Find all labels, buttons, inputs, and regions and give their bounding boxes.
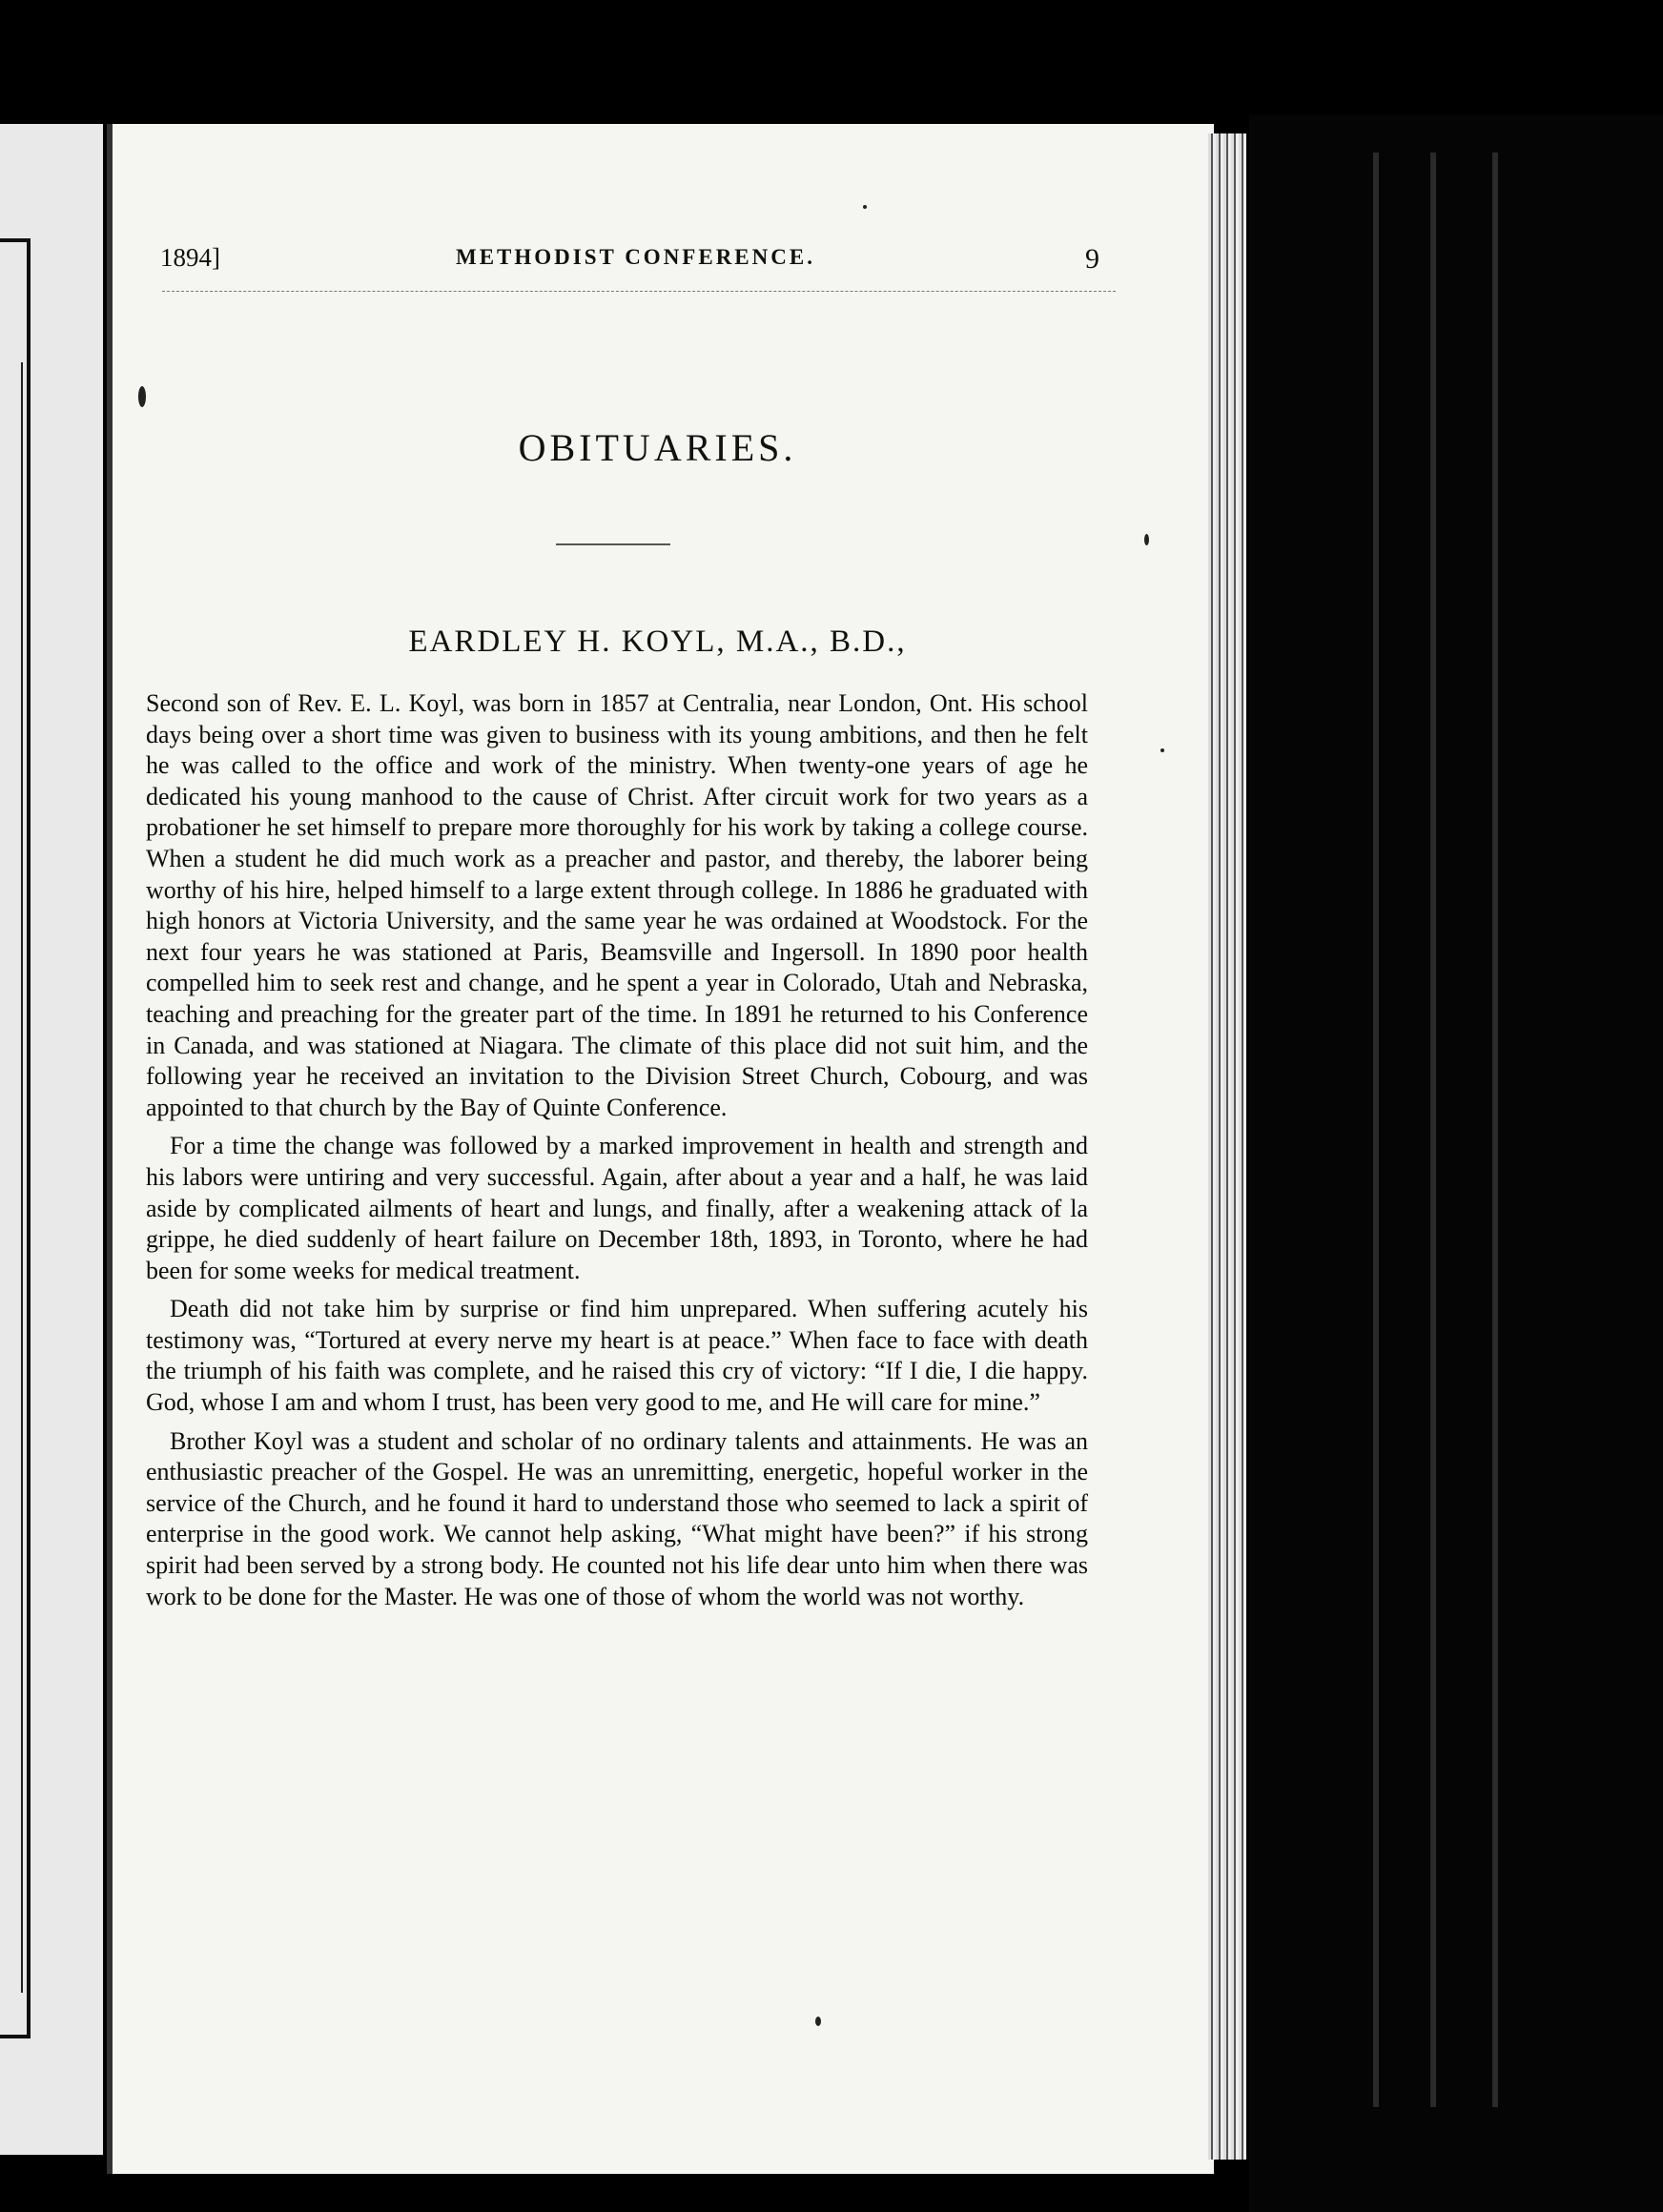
running-head (160, 243, 1099, 281)
facing-page-rule (0, 362, 23, 1993)
speck (863, 205, 867, 209)
page-number: 9 (1085, 243, 1099, 275)
facing-page-edge (0, 124, 103, 2155)
page-stack-edges (1208, 133, 1246, 2160)
obituary-body (146, 688, 1088, 1620)
speck (815, 2017, 821, 2026)
page-strip (1492, 153, 1498, 2107)
obituary-paragraph: Second son of Rev. E. L. Koyl, was born in 1857 at Centralia, near London, Ont. His school days being over a short time was given to business with its young ambitions, and then he felt he was called to the office and work of the ministry. When twenty-one years of age he dedicated his young manhood to the cause of Christ. After circuit work for two years as a probationer he set himself to prepare more thoroughly for his work by taking a college course. When a student he did much work as a preacher and pastor, and thereby, the laborer being worthy of his hire, helped himself to a large extent through college. In 1886 he graduated with high honors at Victoria University, and the same year he was ordained at Woodstock. For the next four years he was stationed at Paris, Beamsville and Ingersoll. In 1890 poor health compelled him to seek rest and change, and he spent a year in Colorado, Utah and Nebraska, teaching and preaching for the greater part of the time. In 1891 he returned to his Conference in Canada, and was stationed at Niagara. The climate of this place did not suit him, and the following year he received an invitation to the Division Street Church, Cobourg, and was appointed to that church by the Bay of Quinte Conference. (146, 689, 1088, 1121)
speck (1160, 748, 1164, 752)
section-divider (556, 543, 670, 545)
running-head-title: METHODIST CONFERENCE. (456, 245, 815, 269)
obituary-paragraph: For a time the change was followed by a marked improvement in health and strength and his labors were untiring and very successful. Again, after about a year and a half, he was laid aside by complicated ailments of heart and lungs, and finally, after a weakening attack of la grippe, he died suddenly of heart failure on December 18th, 1893, in Toronto, where he had been for some weeks for medical treatment. (146, 1132, 1088, 1284)
page-strip (1373, 153, 1379, 2107)
section-title: OBITUARIES. (518, 426, 797, 469)
book-block-shadow (1249, 114, 1663, 2212)
page-strip (1430, 153, 1436, 2107)
speck (1144, 534, 1149, 545)
speck (138, 386, 146, 407)
obituary-paragraph: Death did not take him by surprise or find him unprepared. When suffering acutely his testimony was, “Tortured at every nerve my heart is at peace.” When face to face with death the triumph of his faith was complete, and he raised this cry of victory: “If I die, I die happy. God, whose I am and whom I trust, has been very good to me, and He will care for mine.” (146, 1295, 1088, 1417)
obituary-paragraph: Brother Koyl was a student and scholar of no ordinary talents and attainments. He was an enthusiastic preacher of the Gospel. He was an unremitting, energetic, hopeful worker in the service of the Church, and he found it hard to understand those who seemed to lack a spirit of enterprise in the good work. We cannot help asking, “What might have been?” if his strong spirit had been served by a strong body. He counted not his life dear unto him when there was work to be done for the Master. He was one of those of whom the world was not worthy. (146, 1426, 1088, 1610)
obituary-name: EARDLEY H. KOYL, M.A., B.D., (408, 625, 907, 659)
running-head-year: 1894] (160, 243, 220, 272)
header-rule (162, 291, 1116, 292)
